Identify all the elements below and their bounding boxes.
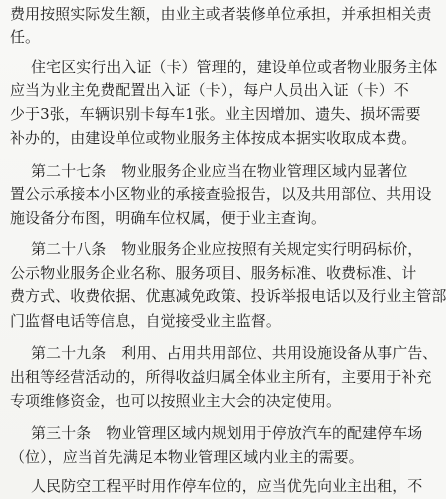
text-line-1: 费用按照实际发生额，由业主或者装修单位承担，并承担相关责 bbox=[10, 5, 432, 23]
text-line-5: 少于3张，车辆识别卡每车1张。业主因增加、遗失、损坏需要 bbox=[10, 105, 421, 123]
text-line-8: 置公示承接本小区物业的承接查验报告，以及共用部位、共用设 bbox=[10, 185, 432, 203]
text-line-4: 应当为业主免费配置出入证（卡），每户人员出入证（卡）不 bbox=[10, 81, 409, 99]
text-line-14: 第二十九条 利用、占用共用部位、共用设施设备从事广告、 bbox=[31, 344, 438, 362]
text-line-12: 费方式、收费依据、优惠减免政策、投诉举报电话以及行业主管部 bbox=[10, 287, 446, 305]
text-line-15: 出租等经营活动的，所得收益归属全体业主所有，主要用于补充 bbox=[10, 368, 432, 386]
text-line-2: 任。 bbox=[10, 28, 41, 46]
text-line-6: 补办的，由建设单位或物业服务主体按成本据实收取成本费。 bbox=[10, 129, 417, 147]
text-line-19: 人民防空工程平时用作停车位的，应当优先向业主出租，不 bbox=[31, 477, 423, 495]
text-line-9: 施设备分布图，明确车位权属，便于业主查询。 bbox=[10, 209, 327, 227]
text-line-13: 门监督电话等信息，自觉接受业主监督。 bbox=[10, 312, 281, 330]
text-line-7: 第二十七条 物业服务企业应当在物业管理区域内显著位 bbox=[31, 162, 408, 180]
text-line-10: 第二十八条 物业服务企业应按照有关规定实行明码标价， bbox=[31, 240, 423, 258]
text-line-16: 专项维修资金，也可以按照业主大会的决定使用。 bbox=[10, 392, 342, 410]
text-line-18: （位），应当首先满足本物业管理区域内业主的需要。 bbox=[10, 448, 364, 466]
text-line-17: 第三十条 物业管理区域内规划用于停放汽车的配建停车场 bbox=[31, 424, 423, 442]
text-line-3: 住宅区实行出入证（卡）管理的，建设单位或者物业服务主体 bbox=[31, 58, 438, 76]
text-line-11: 公示物业服务企业名称、服务项目、服务标准、收费标准、计 bbox=[10, 264, 417, 282]
